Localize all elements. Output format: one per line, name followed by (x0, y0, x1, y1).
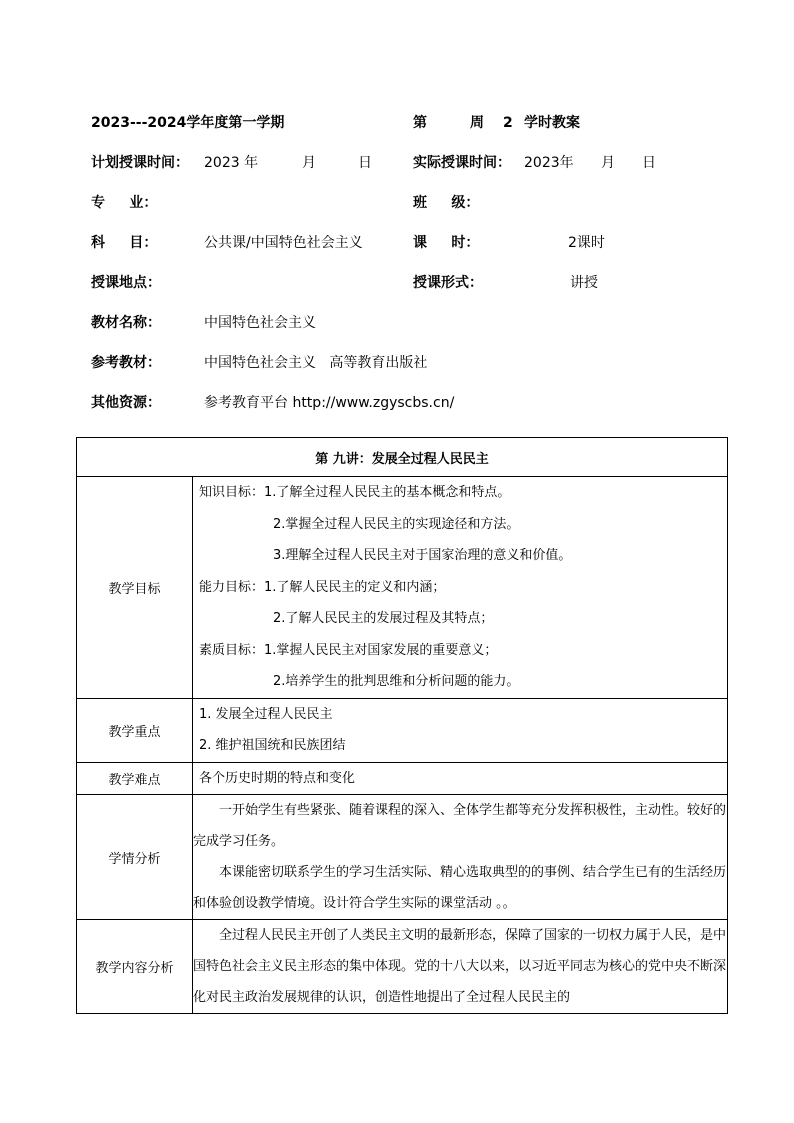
major-label: 专 业： (91, 195, 158, 211)
key-points-row (77, 698, 728, 762)
analysis-paragraph: 一开始学生有些紧张、随着课程的深入、全体学生都等充分发挥积极性，主动性。较好的完成学习任务。 (193, 803, 727, 849)
reference-value: 中国特色社会主义 高等教育出版社 (204, 355, 428, 371)
key-point: 1. 发展全过程人民民主 (199, 706, 333, 722)
planned-year: 2023 年 (204, 155, 259, 171)
difficult-label: 教学难点 (77, 762, 193, 795)
resources-value: 参考教育平台 http://www.zgyscbs.cn/ (204, 395, 455, 411)
actual-time-label: 实际授课时间： (413, 155, 511, 171)
class-label: 班 级： (413, 195, 480, 211)
analysis-content (193, 795, 728, 920)
goal-line: 2.掌握全过程人民民主的实现途径和方法。 (273, 516, 520, 532)
key-point: 2. 维护祖国统和民族团结 (199, 738, 346, 753)
difficult-content (193, 762, 728, 795)
textbook-label: 教材名称： (91, 315, 161, 331)
resources-label: 其他资源： (91, 395, 161, 411)
difficult-text: 各个历史时期的特点和变化 (199, 770, 356, 786)
period-value: 2课时 (568, 235, 605, 251)
goal-line: 素质目标：1.掌握人民民主对国家发展的重要意义； (199, 642, 498, 658)
planned-time-label: 计划授课时间： (91, 155, 189, 171)
form-value: 讲授 (570, 275, 598, 291)
goal-line: 能力目标：1.了解人民民主的定义和内涵； (199, 579, 446, 595)
content-paragraph: 全过程人民民主开创了人类民主文明的最新形态，保障了国家的一切权力属于人民，是中国特色社会主义民主形态的集中体现。党的十八大以来，以习近平同志为核心的党中央不断深化对民主政治发展规律的认识，创造性地提出了全过程人民民主的 (193, 928, 727, 1005)
planned-month: 月 (302, 155, 316, 171)
goal-line: 2.了解人民民主的发展过程及其特点； (273, 611, 494, 626)
lesson-title: 第 九讲：发展全过程人民民主 (77, 438, 728, 477)
analysis-paragraph: 本课能密切联系学生的学习生活实际、精心选取典型的的事例、结合学生已有的生活经历和体验创设教学情境。设计符合学生实际的课堂活动 。。 (193, 865, 727, 911)
key-points-content (193, 698, 728, 762)
lesson-plan-table (76, 437, 728, 1014)
table-title-row (77, 438, 728, 477)
difficult-row (77, 762, 728, 795)
goal-line: 2.培养学生的批判思维和分析问题的能力。 (273, 674, 520, 689)
term-title: 2023---2024学年度第一学期 (91, 115, 285, 131)
subject-label: 科 目： (91, 235, 158, 251)
hours-label: 学时教案 (524, 115, 580, 131)
content-analysis-row (77, 920, 728, 1014)
content-analysis-label: 教学内容分析 (77, 920, 193, 1014)
key-points-label: 教学重点 (77, 698, 193, 762)
actual-month: 月 (601, 155, 615, 171)
goals-label: 教学目标 (77, 477, 193, 699)
location-label: 授课地点： (91, 275, 161, 291)
actual-year: 2023年 (524, 155, 574, 171)
goal-line: 知识目标：1.了解全过程人民民主的基本概念和特点。 (199, 485, 511, 500)
period-label: 课 时： (413, 235, 480, 251)
planned-day: 日 (358, 155, 372, 171)
subject-value: 公共课/中国特色社会主义 (204, 235, 363, 251)
analysis-row (77, 795, 728, 920)
textbook-value: 中国特色社会主义 (204, 315, 316, 331)
week-unit: 周 (470, 115, 484, 131)
goals-row (77, 477, 728, 699)
goals-content (193, 477, 728, 699)
content-analysis-content (193, 920, 728, 1014)
analysis-label: 学情分析 (77, 795, 193, 920)
actual-day: 日 (642, 155, 656, 171)
reference-label: 参考教材： (91, 355, 161, 371)
form-label: 授课形式： (413, 275, 483, 291)
week-label: 第 (413, 115, 427, 131)
goal-line: 3.理解全过程人民民主对于国家治理的意义和价值。 (273, 548, 572, 563)
hours-number: 2 (503, 115, 513, 131)
